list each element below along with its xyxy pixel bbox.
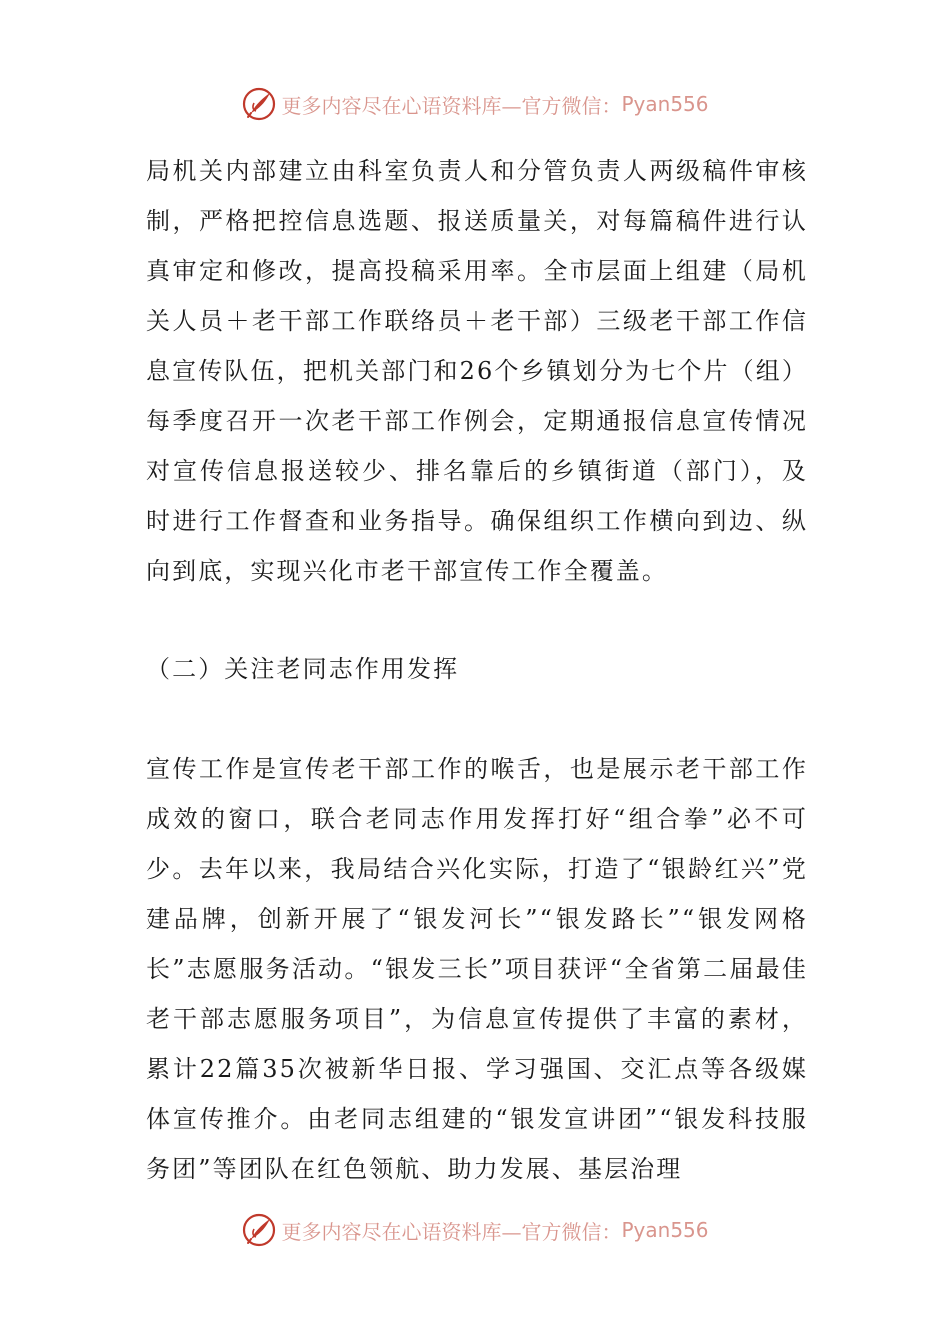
watermark-wechat-id: Pyan556 (621, 92, 709, 116)
document-body-upper (146, 146, 808, 596)
quill-pen-icon (241, 1212, 277, 1248)
watermark-brand-text: 更多内容尽在心语资料库—官方微信： (281, 93, 622, 118)
section-heading: （二）关注老同志作用发挥 (146, 655, 460, 683)
document-body-lower (146, 744, 808, 1194)
footer-watermark (0, 1210, 950, 1250)
watermark-wechat-id: Pyan556 (621, 1218, 709, 1242)
watermark-brand-text: 更多内容尽在心语资料库—官方微信： (281, 1219, 622, 1244)
paragraph-2: 宣传工作是宣传老干部工作的喉舌，也是展示老干部工作成效的窗口，联合老同志作用发挥打好“组合拳”必不可少。去年以来，我局结合兴化实际，打造了“银龄红兴”党建品牌，创新开展了“银发河长”“银发路长”“银发网格长”志愿服务活动。“银发三长”项目获评“全省第二届最佳老干部志愿服务项目”，为信息宣传提供了丰富的素材，累计22篇35次被新华日报、学习强国、交汇点等各级媒体宣传推介。由老同志组建的“银发宣讲团”“银发科技服务团”等团队在红色领航、助力发展、基层治理 (146, 755, 808, 1183)
header-watermark (0, 84, 950, 124)
quill-pen-icon (241, 86, 277, 122)
paragraph-1: 局机关内部建立由科室负责人和分管负责人两级稿件审核制，严格把控信息选题、报送质量关，对每篇稿件进行认真审定和修改，提高投稿采用率。全市层面上组建（局机关人员＋老干部工作联络员＋老干部）三级老干部工作信息宣传队伍，把机关部门和26个乡镇划分为七个片（组）每季度召开一次老干部工作例会，定期通报信息宣传情况对宣传信息报送较少、排名靠后的乡镇街道（部门），及时进行工作督查和业务指导。确保组织工作横向到边、纵向到底，实现兴化市老干部宣传工作全覆盖。 (146, 157, 808, 585)
